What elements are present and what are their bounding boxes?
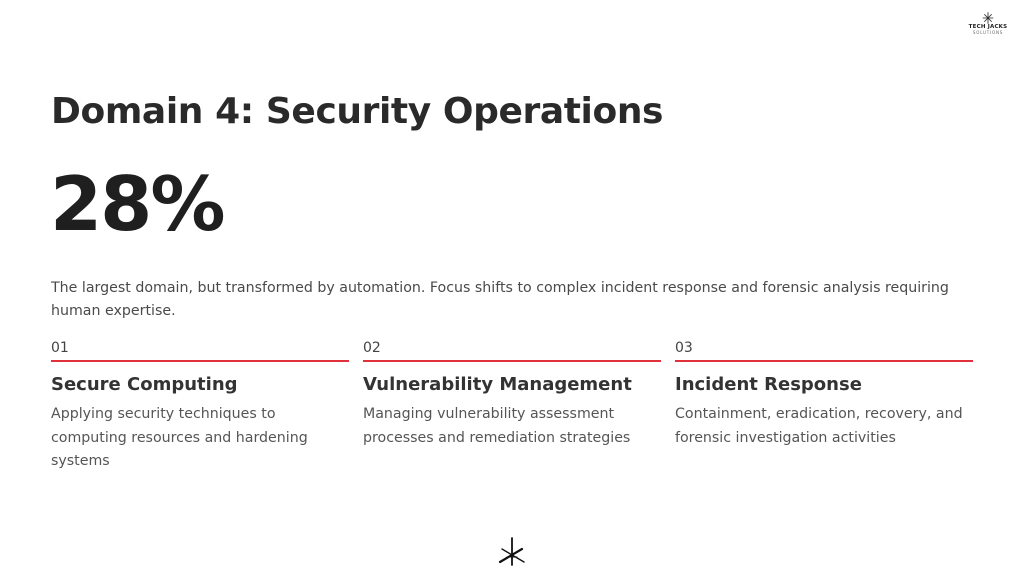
star-burst-icon (982, 12, 994, 24)
topic-card-incident-response (675, 338, 973, 450)
footer-mark (498, 537, 526, 571)
card-title: Secure Computing (51, 374, 238, 395)
card-divider (51, 360, 349, 362)
card-number: 01 (51, 340, 69, 356)
card-number: 02 (363, 340, 381, 356)
logo-sub-text: SOLUTIONS (972, 30, 1004, 35)
topic-card-secure-computing (51, 338, 349, 474)
domain-percentage: 28% (50, 160, 224, 248)
topic-card-vulnerability-management (363, 338, 661, 450)
slide-title: Domain 4: Security Operations (51, 91, 664, 132)
card-description: Managing vulnerability assessment processes and remediation strategies (363, 406, 631, 446)
card-description: Applying security techniques to computing resources and hardening systems (51, 406, 308, 469)
logo-brand-text: TECH JACKS (968, 24, 1008, 30)
card-title: Vulnerability Management (363, 374, 632, 395)
slide-description: The largest domain, but transformed by automation. Focus shifts to complex incident response and forensic analysis requiring human expertise. (51, 280, 949, 319)
card-number: 03 (675, 340, 693, 356)
card-title: Incident Response (675, 374, 862, 395)
card-divider (675, 360, 973, 362)
card-description: Containment, eradication, recovery, and forensic investigation activities (675, 406, 963, 446)
company-logo (962, 12, 1014, 38)
star-burst-icon (498, 537, 526, 567)
card-divider (363, 360, 661, 362)
